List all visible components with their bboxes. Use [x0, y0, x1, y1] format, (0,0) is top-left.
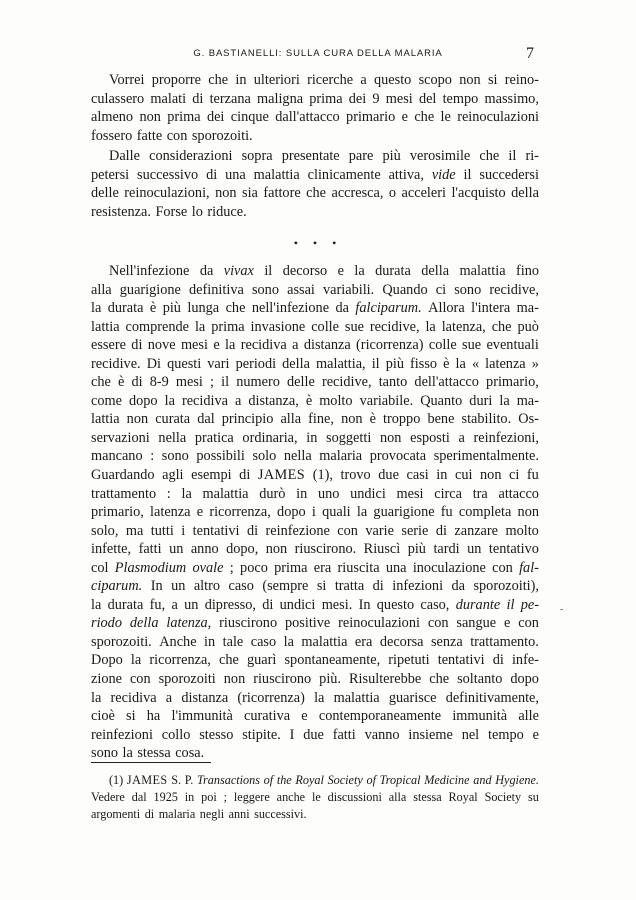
text-line: infette, fatti un anno dopo, non riuscirono. Riuscì più tardi un tentativo [91, 541, 539, 558]
text-line: Vedere dal 1925 in poi ; leggere anche le discussioni alla stessa Royal Society su [91, 790, 539, 804]
text-line: alla guarigione definitiva sono assai variabili. Quando ci sono recidive, [91, 281, 539, 298]
text-line: almeno non prima dei cinque dall'attacco primario e che le reinoculazioni [91, 109, 539, 126]
text-line: sporozoiti. Anche in tale caso la malattia era decorsa senza trattamento. [91, 633, 539, 650]
text-line: ciparum. In un altro caso (sempre si tratta di infezioni da sporozoiti), [91, 578, 539, 595]
text-line: la durata fu, a un dipresso, di undici mesi. In questo caso, durante il pe- [91, 596, 539, 613]
text-line: reinfezioni collo stesso stipite. I due fatti vanno insieme nel tempo e [91, 726, 539, 743]
text-line: culassero malati di terzana maligna prima dei 9 mesi del tempo massimo, [91, 90, 539, 107]
text-line: (1) JAMES S. P. Transactions of the Royal Society of Tropical Medicine and Hygiene. [109, 773, 539, 787]
text-line: la recidiva a distanza (ricorrenza) la malattia guarisce definitivamente, [91, 689, 539, 706]
text-line: lattia comprende la prima invasione colle sue recidive, la latenza, che può [91, 318, 539, 335]
paragraph-2 [91, 147, 539, 221]
text-line: riodo della latenza, riuscirono positive reinoculazioni con sangue e con [91, 615, 539, 632]
paragraph-3 [91, 262, 539, 763]
paragraph-1 [91, 71, 539, 145]
text-line: fossero fatte con sporozoiti. [91, 127, 253, 144]
footnote [91, 772, 539, 823]
text-line: Dalle considerazioni sopra presentate pare più verosimile che il ri- [109, 148, 539, 164]
text-line: mancano : sono possibili solo nella malaria provocata sperimentalmente. [91, 448, 539, 465]
text-line: resistenza. Forse lo riduce. [91, 203, 247, 220]
text-line: servazioni nella pratica ordinaria, in soggetti non esposti a reinfezioni, [91, 429, 539, 446]
text-line: solo, ma tutti i tentativi di reinfezione con varie serie di zanzare molto [91, 522, 539, 539]
text-line: come dopo la recidiva a distanza, è molto variabile. Quanto duri la ma- [91, 392, 539, 409]
page-header [0, 45, 636, 64]
text-line: Dopo la ricorrenza, che guarì spontaneamente, ripetuti tentativi di infe- [91, 652, 539, 669]
text-line: petersi successivo di una malattia clinicamente attiva, vide il succedersi [91, 166, 539, 183]
text-line: trattamento : la malattia durò in uno undici mesi circa tra attacco [91, 485, 539, 502]
section-separator: • • • [293, 236, 343, 250]
text-line: Guardando agli esempi di JAMES (1), trovo due casi in cui non ci fu [91, 467, 539, 484]
text-line: la durata è più lunga che nell'infezione da falciparum. Allora l'intera ma- [91, 300, 539, 317]
text-line: lattia non curata dal principio alla fine, non è troppo bene stabilito. Os- [91, 411, 539, 428]
text-line: delle reinoculazioni, non sia fattore che accresca, o acceleri l'acquisto della [91, 185, 539, 202]
text-line: Nell'infezione da vivax il decorso e la durata della malattia fino [109, 263, 539, 279]
text-line: zione con sporozoiti non riuscirono più. Risulterebbe che soltanto dopo [91, 671, 539, 688]
text-line: sono la stessa cosa. [91, 745, 205, 762]
text-line: recidive. Di questi vari periodi della malattia, il più fisso è la « latenza » [91, 355, 539, 372]
running-head: G. BASTIANELLI: SULLA CURA DELLA MALARIA [193, 48, 443, 59]
text-line: primario, latenza e ricorrenza, dopo i quali la guarigione fu completa non [91, 504, 539, 521]
margin-mark: - [560, 604, 564, 615]
text-line: Vorrei proporre che in ulteriori ricerche a questo scopo non si reino- [109, 72, 539, 88]
text-line: che è di 8-9 mesi ; il numero delle recidive, tanto dell'attacco primario, [91, 374, 539, 391]
text-line: essere di nove mesi e la recidiva a distanza (ricorrenza) colle sue eventuali [91, 337, 539, 354]
text-line: argomenti di malaria negli anni successivi. [91, 807, 307, 821]
text-line: col Plasmodium ovale ; poco prima era riuscita una inoculazione con fal- [91, 559, 539, 576]
page-number: 7 [526, 45, 534, 62]
text-line: cioè si ha l'immunità curativa e contemporaneamente immunità alle [91, 708, 539, 725]
footnote-rule [91, 762, 211, 763]
